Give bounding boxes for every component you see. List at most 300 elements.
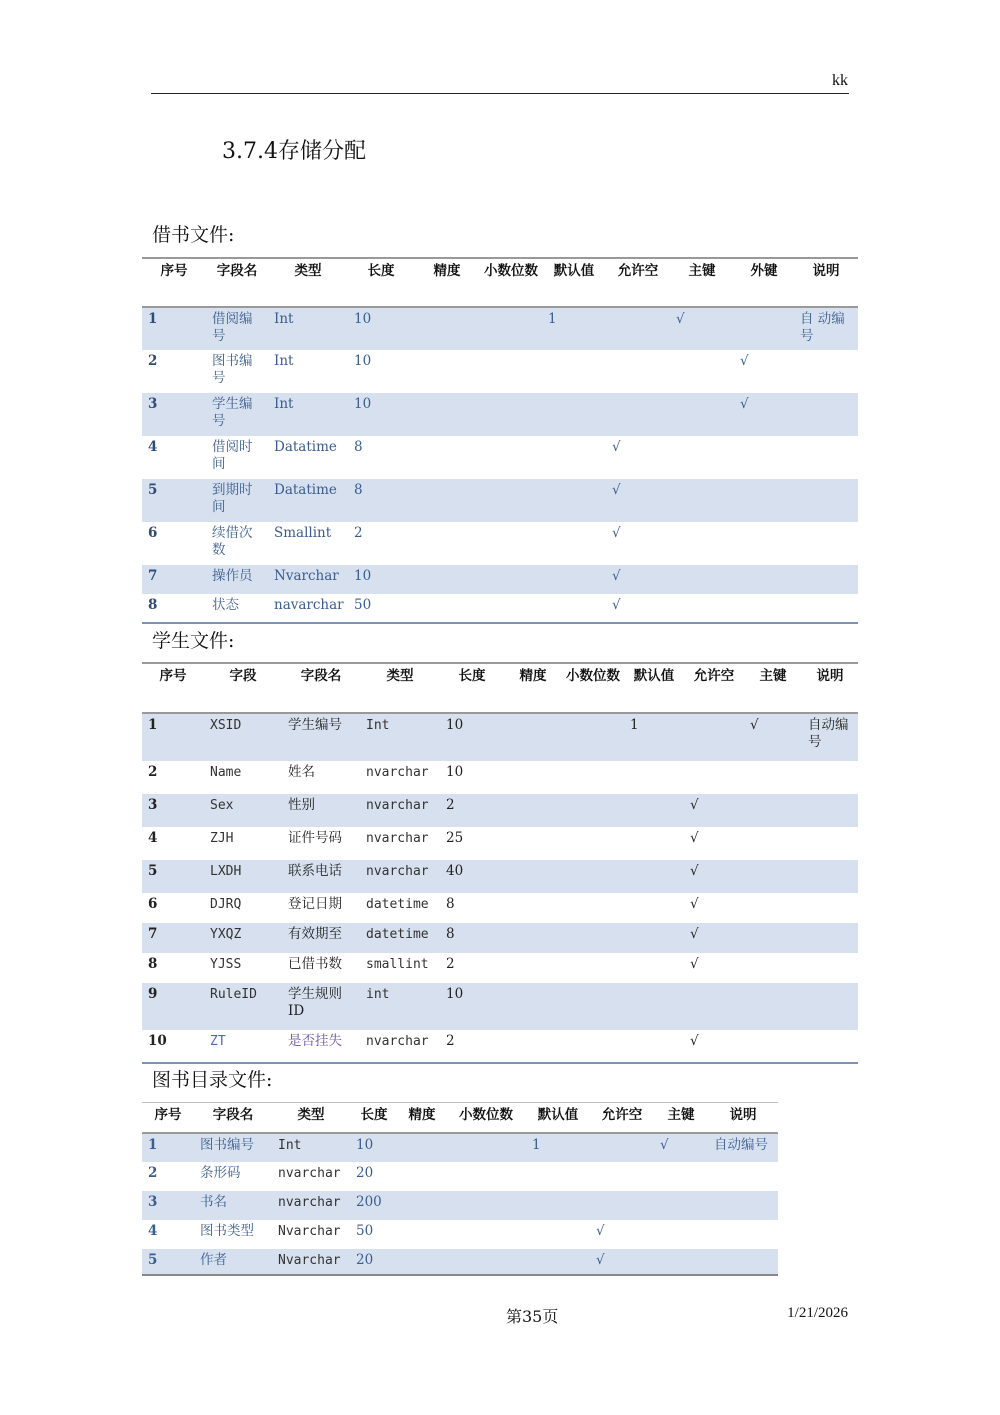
student-table-cell [802,794,858,827]
student-header-cell: 说明 [802,663,858,713]
books-table-cell: 图书类型 [200,1222,254,1239]
borrow-table-cell: 到期时间 [206,479,268,522]
books-table-cell [654,1249,708,1275]
student-table-cell: √ [684,1030,744,1063]
student-table-cell: ZT [204,1030,282,1063]
student-table-cell: nvarchar [360,1030,440,1063]
student-table-cell: 9 [142,983,204,1030]
borrow-table-cell [480,393,542,436]
borrow-table-cell [670,522,734,565]
books-table-cell: nvarchar [272,1191,350,1220]
header-rule [151,93,849,94]
student-table-cell [624,923,684,953]
borrow-table-cell: 8 [354,439,363,455]
borrow-table-cell: √ [734,393,794,436]
student-table-row [142,953,858,983]
student-table-cell: 是否挂失 [282,1030,360,1063]
student-table-cell: √ [744,713,802,761]
borrow-table-cell: √ [606,479,670,522]
student-table-cell [562,827,624,860]
borrow-table-cell: 3 [142,393,206,436]
books-table-cell: Nvarchar [272,1249,350,1275]
student-table-cell: √ [690,830,699,846]
student-table-cell [504,827,562,860]
student-table [142,662,858,1064]
borrow-table-cell [414,307,480,350]
student-table-cell: 10 [142,1030,204,1063]
borrow-table-cell [734,594,794,623]
student-table-cell [504,713,562,761]
books-header-cell: 字段名 [194,1103,272,1133]
borrow-table-cell [606,350,670,393]
borrow-table-cell: 8 [348,479,414,522]
student-table-cell: 25 [446,830,464,846]
borrow-header-cell: 类型 [268,258,348,307]
student-table-cell [802,1030,858,1063]
borrow-table-cell [542,594,606,623]
student-table-cell [684,983,744,1030]
borrow-table-cell: 50 [348,594,414,623]
borrow-table-cell [480,594,542,623]
borrow-table-cell [480,307,542,350]
student-table-row [142,893,858,923]
student-table-cell: 自动编号 [802,713,858,761]
student-header-cell: 小数位数 [562,663,624,713]
borrow-table-cell [414,350,480,393]
student-table-cell [624,1030,684,1063]
student-table-cell [504,761,562,794]
books-table-cell: 作者 [194,1249,272,1275]
borrow-header-cell: 允许空 [606,258,670,307]
student-table-cell [504,860,562,893]
student-table-cell [562,860,624,893]
student-table-cell: 8 [440,923,504,953]
student-table-cell [562,713,624,761]
student-table-cell [624,893,684,923]
books-table-cell: √ [654,1133,708,1162]
student-header-cell: 精度 [504,663,562,713]
borrow-table-cell [794,436,858,479]
student-table-cell [684,713,744,761]
borrow-table-cell: 10 [348,565,414,594]
borrow-table-cell: Nvarchar [268,565,348,594]
borrow-table-cell [670,594,734,623]
books-header-cell: 长度 [350,1103,398,1133]
books-table-cell [446,1162,526,1191]
section-title: 3.7.4存储分配 [222,139,366,164]
books-table-cell [398,1220,446,1249]
student-table-cell: √ [690,956,699,972]
books-table-cell [708,1249,778,1275]
student-table-cell [802,983,858,1030]
books-table-cell [526,1162,590,1191]
student-table-cell: YJSS [210,957,242,972]
student-table-cell: LXDH [204,860,282,893]
borrow-table-row [142,594,858,623]
borrow-table-cell [542,479,606,522]
books-table-cell: 5 [142,1249,194,1275]
books-table-row [142,1133,778,1162]
student-table-cell: ZJH [210,831,234,846]
student-table-cell [562,953,624,983]
student-table-cell: √ [684,923,744,953]
borrow-table-cell: Int [268,393,348,436]
student-table-cell: smallint [366,957,429,972]
borrow-table-cell [794,479,858,522]
books-table-cell: 1 [526,1133,590,1162]
student-header-cell: 长度 [440,663,504,713]
borrow-table-cell [414,436,480,479]
books-table-cell [654,1191,708,1220]
student-table-cell [624,953,684,983]
books-table-cell: 2 [148,1164,158,1181]
student-table-cell: 5 [142,860,204,893]
borrow-table-cell: 10 [348,393,414,436]
student-table-cell [684,761,744,794]
borrow-table-cell [734,436,794,479]
student-table-cell: DJRQ [210,897,242,912]
borrow-table-cell [480,522,542,565]
books-header-cell: 小数位数 [446,1103,526,1133]
student-table-cell: 2 [440,1030,504,1063]
student-table-cell: √ [684,794,744,827]
books-table-cell [654,1162,708,1191]
borrow-header-cell: 长度 [348,258,414,307]
student-table-cell: 有效期至 [282,923,360,953]
borrow-table-cell: 10 [354,353,372,369]
student-header-cell: 主键 [744,663,802,713]
student-table-cell: 已借书数 [288,956,342,972]
books-table-cell [398,1191,446,1220]
student-table-cell: 2 [148,764,158,780]
borrow-header-cell: 说明 [794,258,858,307]
borrow-table-cell: 7 [142,565,206,594]
borrow-table-cell: 自 动编号 [794,307,858,350]
books-table-cell [526,1191,590,1220]
borrow-table-cell: √ [740,353,749,369]
header-text: kk [832,72,848,89]
borrow-table-cell: 8 [142,594,206,623]
student-header-cell: 允许空 [684,663,744,713]
student-table-cell: Name [210,765,242,780]
student-header-cell: 字段名 [282,663,360,713]
student-table-cell: 登记日期 [288,896,342,912]
student-table-cell: 8 [148,956,158,972]
books-table-cell: 200 [350,1191,398,1220]
student-table-cell [802,761,858,794]
borrow-table-cell [414,594,480,623]
borrow-table-cell [542,393,606,436]
borrow-header-cell: 字段名 [206,258,268,307]
borrow-table-cell [480,479,542,522]
books-table-row [142,1162,778,1191]
borrow-table-row [142,350,858,393]
borrow-table-cell: Datatime [274,439,337,455]
borrow-table-cell: 操作员 [206,565,268,594]
student-table-cell: 4 [148,830,158,846]
borrow-table-cell: 借阅时间 [212,439,253,472]
books-table-cell: 条形码 [200,1164,241,1181]
borrow-table-row [142,565,858,594]
student-table-cell: Sex [204,794,282,827]
student-table-cell [802,923,858,953]
borrow-table-row [142,479,858,522]
borrow-table-cell [734,565,794,594]
borrow-table-cell [542,350,606,393]
books-table-cell: 3 [142,1191,194,1220]
student-table-cell [562,923,624,953]
books-table-row [142,1191,778,1220]
student-table-cell [624,983,684,1030]
student-table-cell: 10 [440,713,504,761]
footer-date: 1/21/2026 [787,1305,848,1321]
books-table-cell [708,1191,778,1220]
borrow-table-cell: 4 [148,439,158,455]
borrow-table-cell: Int [268,307,348,350]
borrow-header-cell: 主键 [670,258,734,307]
borrow-table-cell [542,565,606,594]
borrow-table-cell: 状态 [206,594,268,623]
borrow-table-cell [670,350,734,393]
student-table-cell [562,1030,624,1063]
student-table-cell: 1 [142,713,204,761]
student-table-cell [744,893,802,923]
student-caption: 学生文件: [152,630,235,652]
student-header-cell: 字段 [204,663,282,713]
student-table-row [142,983,858,1030]
books-table-cell [446,1191,526,1220]
student-table-cell: nvarchar [360,794,440,827]
student-header-cell: 类型 [360,663,440,713]
student-table-cell [744,794,802,827]
student-table-row [142,923,858,953]
borrow-table-cell: 学生编号 [206,393,268,436]
student-table-cell: 40 [440,860,504,893]
student-table-cell [624,827,684,860]
student-table-cell: 10 [440,983,504,1030]
borrow-table-cell: 借阅编号 [206,307,268,350]
borrow-table-cell: 5 [142,479,206,522]
student-table-cell: 6 [148,896,158,912]
student-table-cell: 8 [446,896,455,912]
student-table-cell [562,761,624,794]
student-table-cell: RuleID [204,983,282,1030]
books-table-cell [398,1133,446,1162]
student-table-cell [802,860,858,893]
borrow-header-cell: 序号 [142,258,206,307]
borrow-table-cell [670,479,734,522]
student-table-cell [802,953,858,983]
books-table-cell [398,1162,446,1191]
borrow-table-cell [794,393,858,436]
books-table-cell: nvarchar [278,1165,341,1181]
books-table-cell: √ [596,1222,605,1239]
student-table-cell [744,953,802,983]
books-table-cell: 4 [148,1222,158,1239]
books-header-cell: 说明 [708,1103,778,1133]
borrow-table-cell [606,393,670,436]
books-header-cell: 类型 [272,1103,350,1133]
borrow-table-row [142,393,858,436]
books-table-cell: Int [272,1133,350,1162]
books-table-cell [708,1162,778,1191]
books-table-cell: 50 [356,1222,374,1239]
student-table-cell: 2 [440,794,504,827]
student-table-cell: nvarchar [360,860,440,893]
books-header-cell: 主键 [654,1103,708,1133]
student-table-cell: 联系电话 [282,860,360,893]
student-table-cell: int [360,983,440,1030]
books-table-cell: 书名 [194,1191,272,1220]
books-header-cell: 默认值 [526,1103,590,1133]
books-table-cell [654,1220,708,1249]
student-table-cell: √ [684,860,744,893]
books-caption: 图书目录文件: [152,1069,273,1091]
borrow-table-cell: √ [606,594,670,623]
borrow-table-cell [414,479,480,522]
student-table-cell [504,953,562,983]
borrow-table-cell [794,565,858,594]
student-table-cell: 3 [142,794,204,827]
books-table-row [142,1220,778,1249]
borrow-header-cell: 默认值 [542,258,606,307]
books-table-cell [590,1191,654,1220]
borrow-table-cell: 2 [148,353,158,369]
borrow-table-cell [670,393,734,436]
borrow-header-cell: 小数位数 [480,258,542,307]
borrow-table-row [142,307,858,350]
books-table-cell: 自动编号 [708,1133,778,1162]
student-table-cell: nvarchar [366,831,429,846]
student-table-cell: 学生规则ID [282,983,360,1030]
books-table-cell: 20 [356,1164,374,1181]
books-header-cell: 精度 [398,1103,446,1133]
student-table-cell: 2 [446,956,455,972]
student-table-cell [504,923,562,953]
books-table-cell: √ [590,1249,654,1275]
borrow-table-cell [542,436,606,479]
student-table-cell [744,983,802,1030]
books-table-cell: Nvarchar [278,1223,341,1239]
student-header-cell: 默认值 [624,663,684,713]
student-table-row [142,761,858,794]
borrow-table-cell [734,479,794,522]
borrow-table [142,257,858,624]
books-header-cell: 允许空 [590,1103,654,1133]
student-table-cell [624,761,684,794]
borrow-table-cell: navarchar [268,594,348,623]
student-table-cell [624,794,684,827]
borrow-table-cell [414,393,480,436]
student-table-cell [504,983,562,1030]
books-table-cell [446,1220,526,1249]
borrow-caption: 借书文件: [152,224,235,246]
student-table-cell [802,893,858,923]
borrow-table-cell [480,436,542,479]
books-table-cell [398,1249,446,1275]
student-table-cell: datetime [366,897,429,912]
student-table-cell [504,893,562,923]
student-table-cell [744,923,802,953]
borrow-header-cell: 外键 [734,258,794,307]
borrow-header-cell: 精度 [414,258,480,307]
student-table-cell [744,827,802,860]
student-table-cell: 性别 [282,794,360,827]
borrow-table-cell [414,565,480,594]
books-header-cell: 序号 [142,1103,194,1133]
borrow-table-cell: 1 [142,307,206,350]
student-table-cell [744,761,802,794]
borrow-table-row [142,436,858,479]
student-table-cell: 姓名 [288,764,315,780]
student-table-cell: √ [690,896,699,912]
books-table-cell [708,1220,778,1249]
student-table-row [142,713,858,761]
student-table-cell: 证件号码 [288,830,342,846]
borrow-table-cell [542,522,606,565]
books-table-cell [590,1133,654,1162]
books-table-cell [590,1162,654,1191]
borrow-table-cell: 1 [542,307,606,350]
student-table-row [142,827,858,860]
student-table-cell [562,983,624,1030]
student-header-cell: 序号 [142,663,204,713]
student-table-row [142,794,858,827]
borrow-table-cell: √ [612,439,621,455]
borrow-table-cell: Int [274,353,294,369]
student-table-cell: 学生编号 [282,713,360,761]
borrow-table-cell: √ [612,525,621,541]
student-table-row [142,860,858,893]
student-table-cell: datetime [360,923,440,953]
borrow-table-cell [414,522,480,565]
student-table-cell: Int [360,713,440,761]
page-number: 第35页 [506,1307,559,1326]
student-table-cell: 10 [446,764,464,780]
borrow-table-cell: √ [606,565,670,594]
student-table-cell: nvarchar [366,765,429,780]
borrow-table-row [142,522,858,565]
books-table-cell [446,1249,526,1275]
student-table-cell [504,1030,562,1063]
borrow-table-cell: 图书编号 [212,353,253,386]
borrow-table-cell [794,522,858,565]
student-table-cell: 1 [624,713,684,761]
borrow-table-cell [480,350,542,393]
borrow-table-cell [670,565,734,594]
borrow-table-cell [734,522,794,565]
student-table-cell: XSID [204,713,282,761]
student-table-cell [802,827,858,860]
borrow-table-cell: 6 [148,525,158,541]
student-table-cell: YXQZ [204,923,282,953]
borrow-table-cell [480,565,542,594]
borrow-table-cell: Datatime [268,479,348,522]
borrow-table-cell: 续借次数 [212,525,253,558]
books-table-cell: 20 [350,1249,398,1275]
borrow-table-cell: √ [670,307,734,350]
borrow-table-cell [734,307,794,350]
borrow-table-cell [794,594,858,623]
borrow-table-cell: 10 [348,307,414,350]
student-table-cell [624,860,684,893]
student-table-cell: 7 [142,923,204,953]
books-table-cell [526,1220,590,1249]
books-table-cell [446,1133,526,1162]
books-table [142,1102,778,1276]
books-table-cell: 图书编号 [194,1133,272,1162]
student-table-cell [504,794,562,827]
